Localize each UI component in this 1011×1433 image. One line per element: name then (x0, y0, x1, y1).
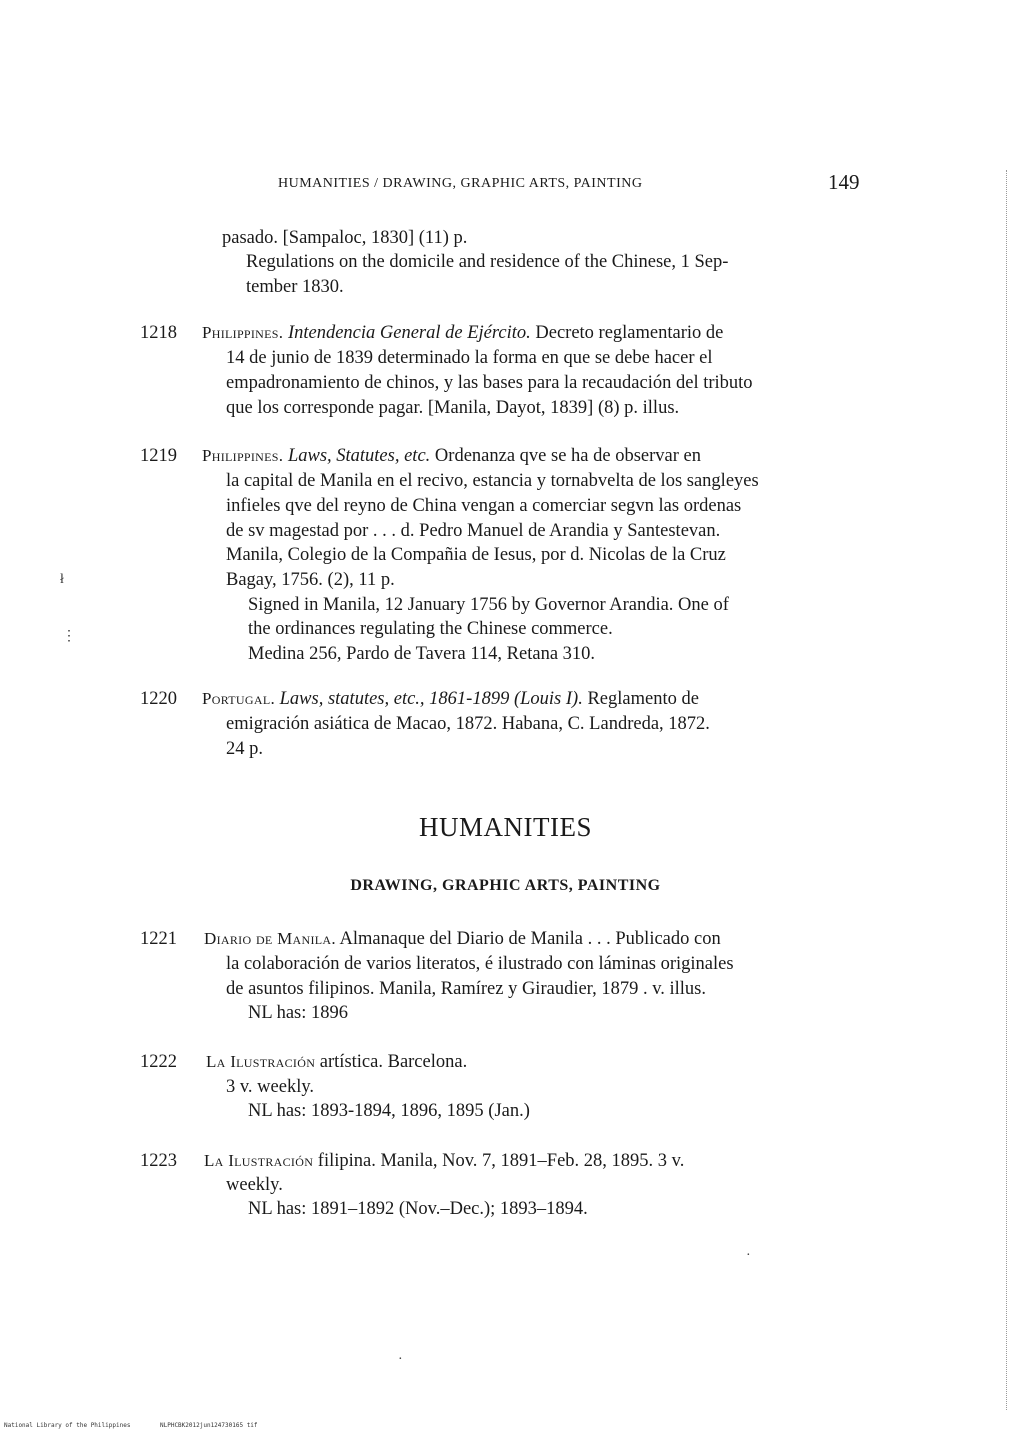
continuation-note: Regulations on the domicile and residence of the Chinese, 1 Sep- (246, 252, 729, 272)
entry-author: Diario de Manila. (204, 929, 336, 948)
footer-filename: NLPHCBK2012jun124730165 tif (160, 1422, 258, 1429)
entry-author: La Ilustración (206, 1052, 316, 1071)
entry-heading (202, 324, 723, 343)
entry-line: empadronamiento de chinos, y las bases para la recaudación del tributo (226, 373, 753, 393)
entry-author: Portugal. (202, 689, 276, 708)
scan-mark: · (746, 1248, 751, 1263)
entry-note: Medina 256, Pardo de Tavera 114, Retana 310. (248, 644, 596, 664)
entry-line: la capital de Manila en el recivo, estancia y tornabvelta de los sangleyes (226, 471, 759, 491)
entry-note: the ordinances regulating the Chinese commerce. (248, 619, 613, 639)
entry-number: 1222 (140, 1052, 177, 1072)
entry-line: 24 p. (226, 739, 263, 759)
entry-line: la colaboración de varios literatos, é ilustrado con láminas originales (226, 954, 734, 974)
continuation-note: tember 1830. (246, 277, 344, 297)
footer-source: National Library of the Philippines (4, 1422, 131, 1429)
entry-line: de asuntos filipinos. Manila, Ramírez y Giraudier, 1879 . v. illus. (226, 979, 707, 999)
page-number: 149 (828, 170, 860, 194)
entry-line: de sv magestad por . . . d. Pedro Manuel de Arandia y Santestevan. (226, 521, 721, 541)
entry-heading (204, 930, 721, 949)
scan-mark: ł (60, 572, 64, 587)
entry-note: NL has: 1893-1894, 1896, 1895 (Jan.) (248, 1101, 530, 1121)
entry-line: que los corresponde pagar. [Manila, Dayot, 1839] (8) p. illus. (226, 398, 680, 418)
entry-heading (202, 447, 701, 466)
entry-heading (206, 1053, 467, 1072)
page-edge (1005, 170, 1007, 1410)
continuation-line: pasado. [Sampaloc, 1830] (11) p. (222, 228, 468, 248)
scan-mark: ⋮ (62, 629, 76, 644)
entry-note: NL has: 1891–1892 (Nov.–Dec.); 1893–1894. (248, 1199, 588, 1219)
entry-author: Philippines. (202, 323, 284, 342)
entry-heading (204, 1152, 684, 1171)
entry-heading (202, 690, 699, 709)
entry-line: 14 de junio de 1839 determinado la forma en que se debe hacer el (226, 348, 713, 368)
entry-subheading: Intendencia General de Ejército. (287, 323, 531, 343)
entry-title: Almanaque del Diario de Manila . . . Publicado con (339, 929, 721, 949)
section-subtitle: DRAWING, GRAPHIC ARTS, PAINTING (350, 877, 661, 894)
section-title: HUMANITIES (419, 812, 592, 842)
entry-note: NL has: 1896 (248, 1003, 349, 1023)
entry-title: Decreto reglamentario de (535, 323, 724, 343)
entry-line: 3 v. weekly. (226, 1077, 315, 1097)
entry-number: 1219 (140, 446, 177, 466)
entry-note: Signed in Manila, 12 January 1756 by Governor Arandia. One of (248, 595, 729, 615)
entry-subheading: Laws, Statutes, etc. (287, 446, 431, 466)
entry-title: artística. Barcelona. (319, 1052, 468, 1072)
entry-line: weekly. (226, 1175, 283, 1195)
scan-mark: · (398, 1352, 403, 1367)
entry-line: Manila, Colegio de la Compañia de Iesus, por d. Nicolas de la Cruz (226, 545, 726, 565)
entry-title: filipina. Manila, Nov. 7, 1891–Feb. 28, 1895. 3 v. (317, 1151, 685, 1171)
entry-number: 1223 (140, 1151, 177, 1171)
entry-author: Philippines. (202, 446, 284, 465)
entry-title: Reglamento de (587, 689, 699, 709)
entry-number: 1220 (140, 689, 177, 709)
entry-line: Bagay, 1756. (2), 11 p. (226, 570, 395, 590)
entry-line: emigración asiática de Macao, 1872. Habana, C. Landreda, 1872. (226, 714, 710, 734)
entry-number: 1218 (140, 323, 177, 343)
running-head: HUMANITIES / DRAWING, GRAPHIC ARTS, PAINTING (278, 176, 643, 191)
entry-title: Ordenanza qve se ha de observar en (434, 446, 701, 466)
entry-line: infieles qve del reyno de China vengan a comerciar segvn las ordenas (226, 496, 742, 516)
entry-subheading: Laws, statutes, etc., 1861-1899 (Louis I). (279, 689, 583, 709)
entry-number: 1221 (140, 929, 177, 949)
entry-author: La Ilustración (204, 1151, 314, 1170)
